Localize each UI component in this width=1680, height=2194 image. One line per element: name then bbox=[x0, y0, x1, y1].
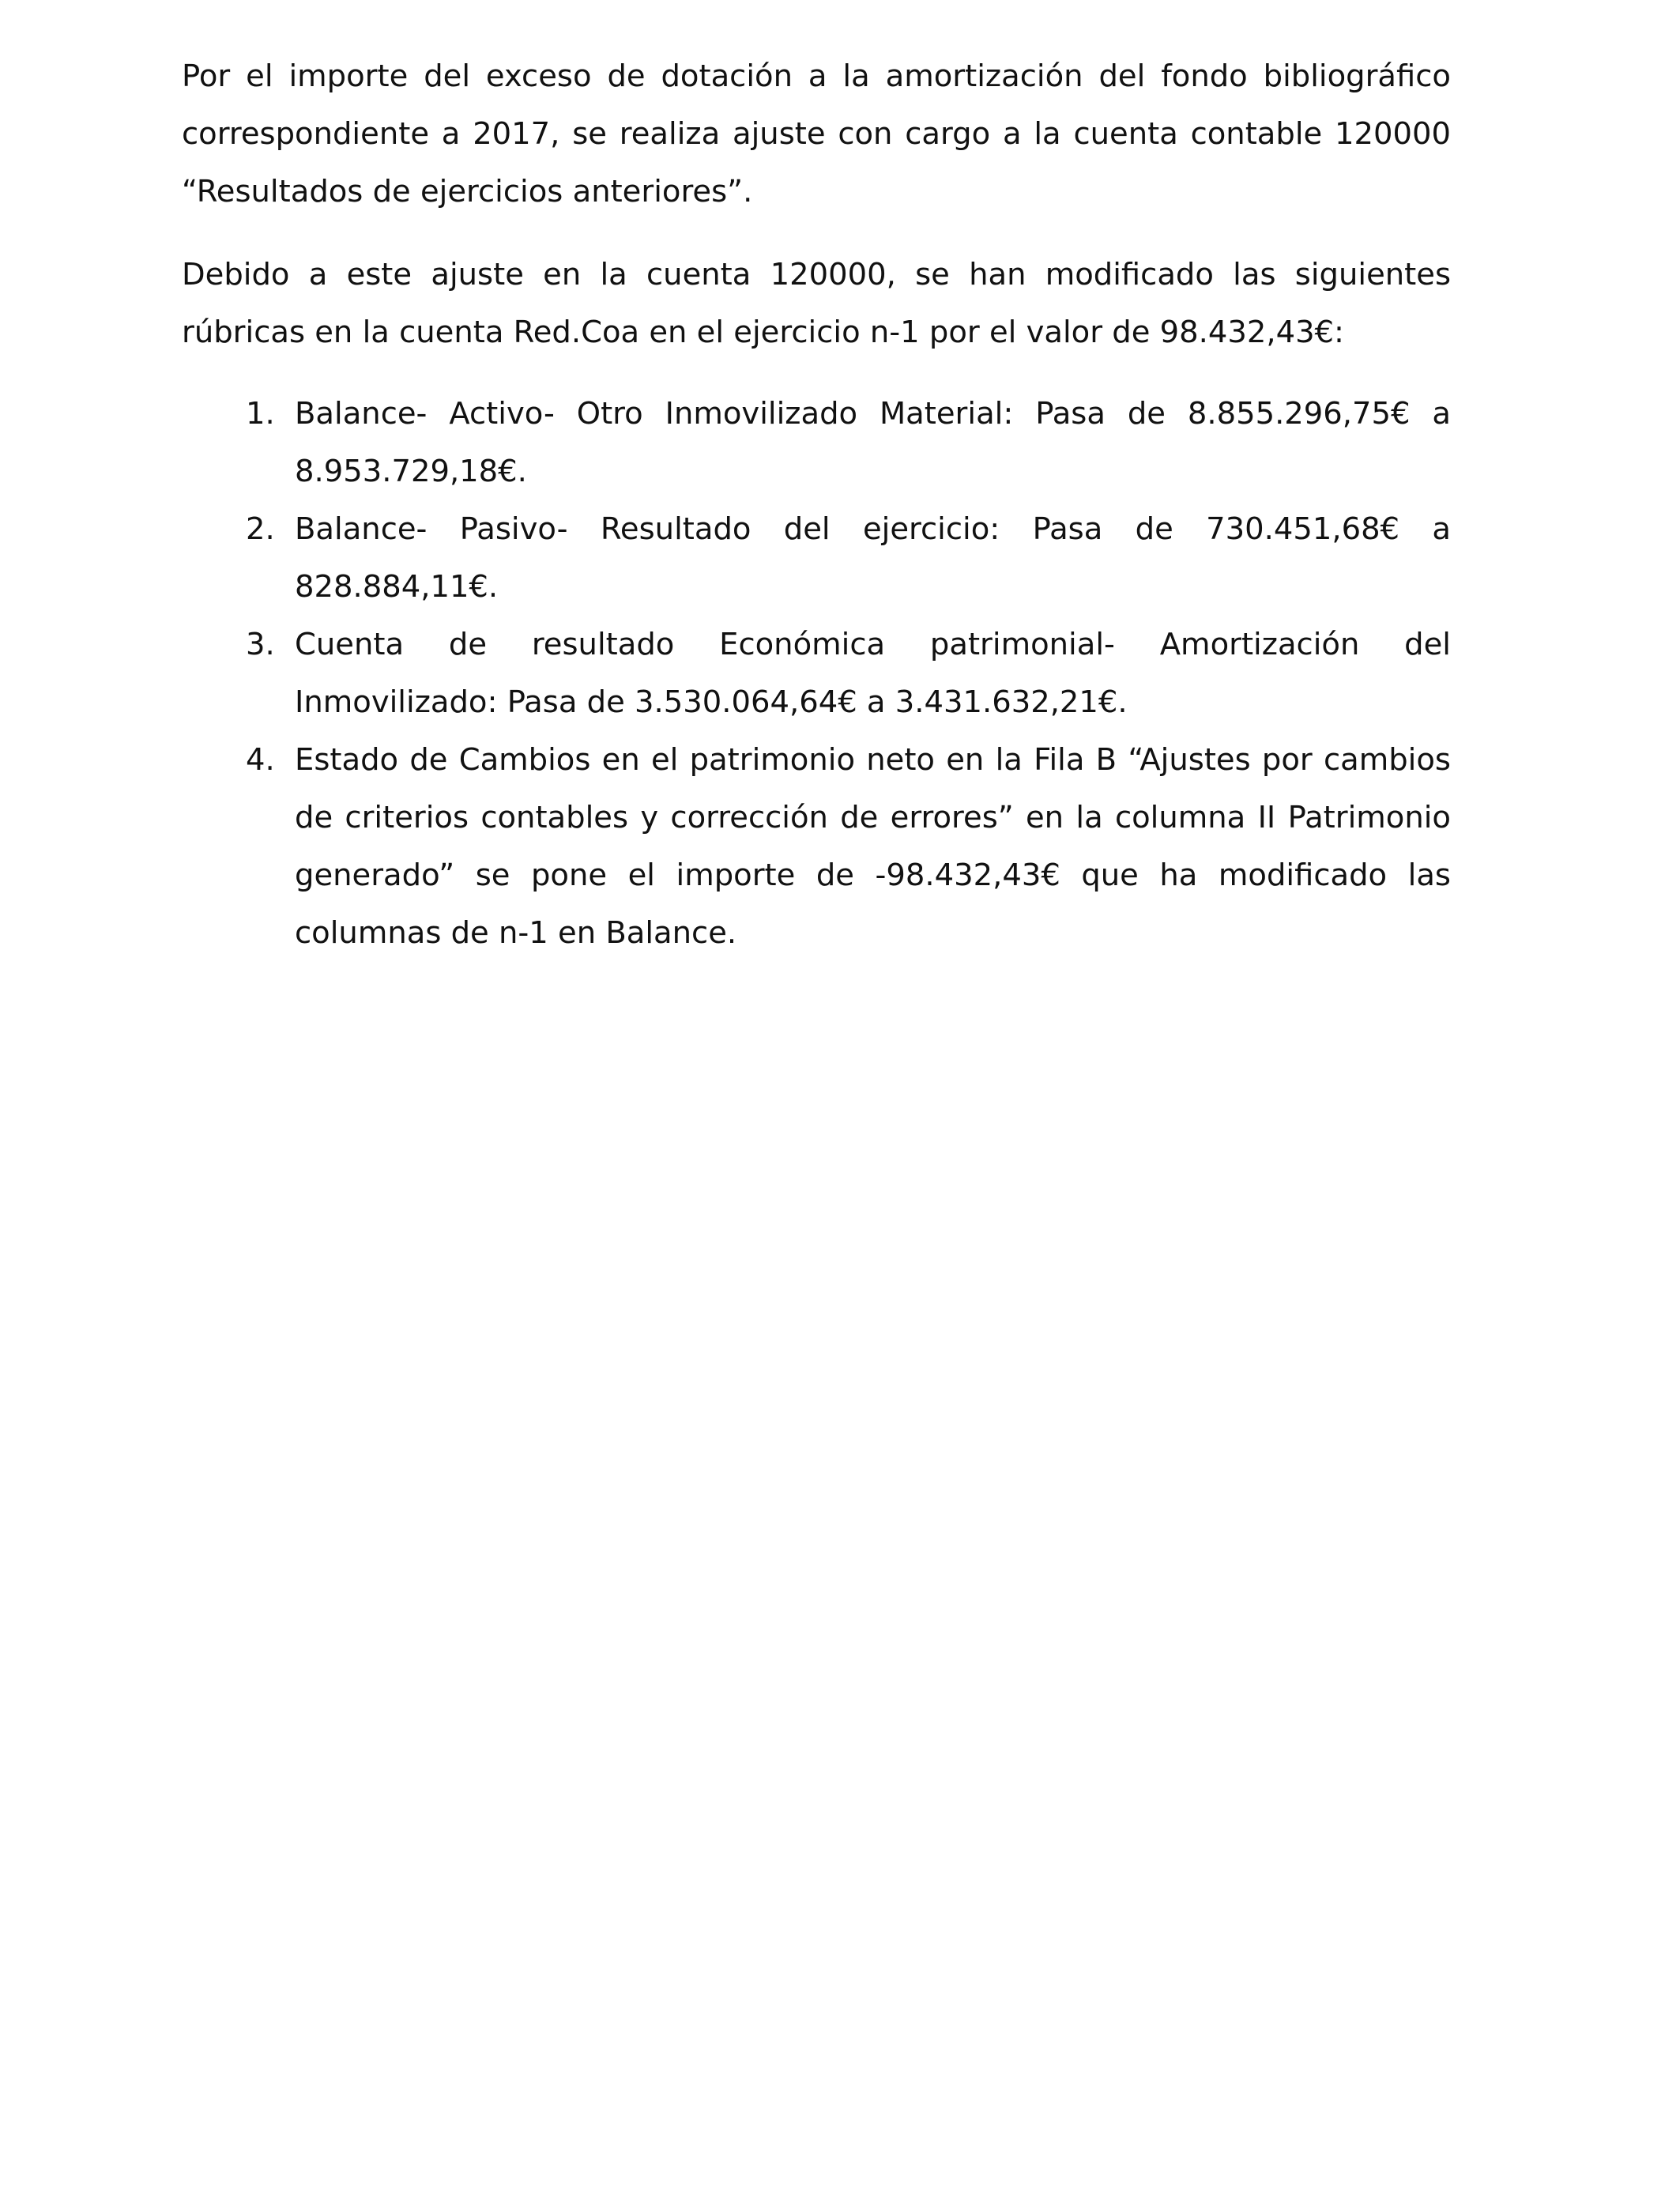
list-item bbox=[182, 616, 1451, 731]
paragraph-modified-rubrics: Debido a este ajuste en la cuenta 120000, se han modificado las siguientes rúbricas en la cuenta Red.Coa en el ejercicio n-1 por el valor de 98.432,43€: bbox=[182, 257, 1451, 350]
list-item bbox=[182, 731, 1451, 962]
list-number: 4. bbox=[246, 742, 275, 778]
rubric-list bbox=[182, 385, 1451, 962]
list-number: 1. bbox=[246, 396, 275, 432]
paragraph-adjustment: Por el importe del exceso de dotación a la amortización del fondo bibliográfico correspondiente a 2017, se realiza ajuste con cargo a la cuenta contable 120000 “Resultados de ejercicios anteriores”. bbox=[182, 58, 1451, 209]
list-text: Cuenta de resultado Económica patrimonial- Amortización del Inmovilizado: Pasa de 3.530.064,64€ a 3.431.632,21€. bbox=[295, 627, 1451, 720]
list-number: 2. bbox=[246, 511, 275, 547]
list-item bbox=[182, 500, 1451, 616]
list-number: 3. bbox=[246, 627, 275, 662]
document-page bbox=[182, 47, 1451, 962]
list-text: Balance- Pasivo- Resultado del ejercicio: Pasa de 730.451,68€ a 828.884,11€. bbox=[295, 511, 1451, 605]
list-text: Balance- Activo- Otro Inmovilizado Material: Pasa de 8.855.296,75€ a 8.953.729,18€. bbox=[295, 396, 1451, 489]
list-text: Estado de Cambios en el patrimonio neto en la Fila B “Ajustes por cambios de criterios contables y corrección de errores” en la columna II Patrimonio generado” se pone el importe de -98.432,43€ que ha modificado las columnas de n-1 en Balance. bbox=[295, 742, 1451, 951]
list-item bbox=[182, 385, 1451, 500]
